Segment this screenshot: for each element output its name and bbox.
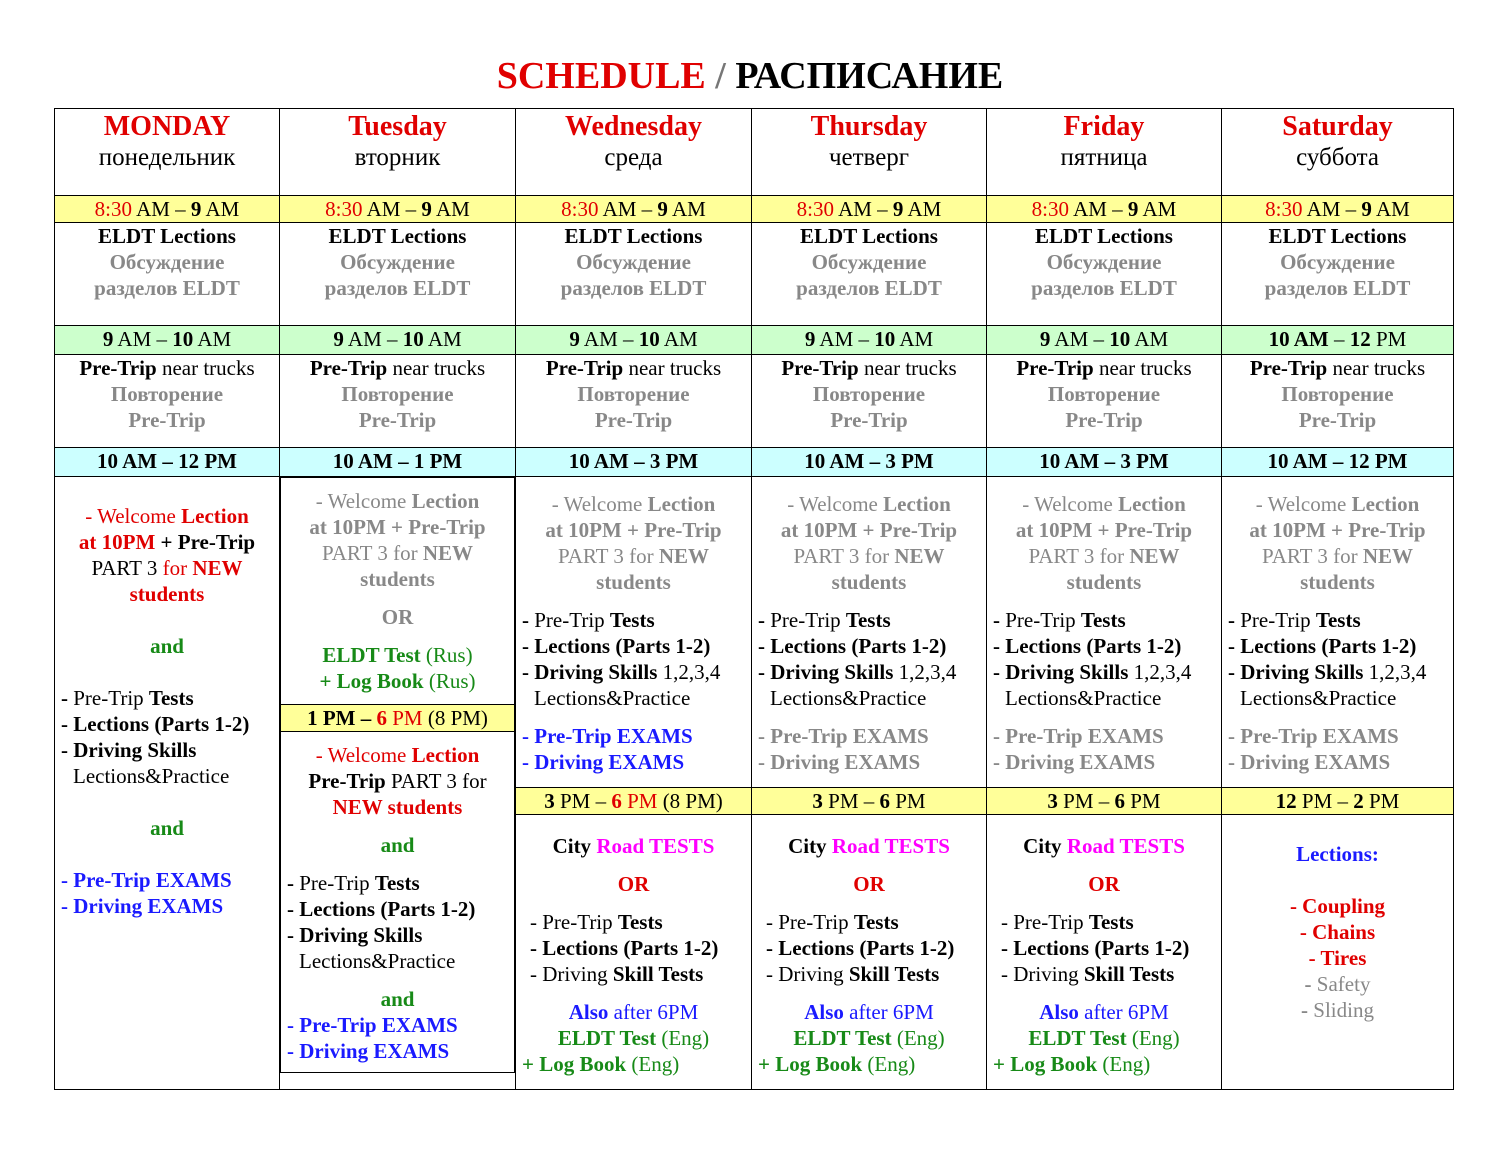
title-en: SCHEDULE bbox=[496, 55, 706, 97]
time-slot: 9 AM – 10 AM bbox=[752, 326, 987, 355]
time-slot: 8:30 AM – 9 AM bbox=[987, 196, 1222, 223]
pretrip-cell: Pre-Trip near trucks Повторение Pre-Trip bbox=[987, 355, 1222, 448]
monday-main-cell: - Welcome Lection at 10PM + Pre-Trip PART 3 for NEW students and - Pre-Trip Tests - Lections (Parts 1-2) - Driving Skills Lections&Practice and - Pre-Trip EXAMS - Driving EXAMS bbox=[55, 477, 280, 1090]
tuesday-main-cell bbox=[280, 477, 516, 1090]
day-header-tuesday: Tuesday вторник bbox=[280, 109, 516, 196]
friday-main-cell: - Welcome Lection at 10PM + Pre-Trip PART 3 for NEW students - Pre-Trip Tests - Lections (Parts 1-2) - Driving Skills 1,2,3,4 Lections&Practice - Pre-Trip EXAMS - Driving EXAMS bbox=[987, 477, 1222, 788]
day-header-monday: MONDAY понедельник bbox=[55, 109, 280, 196]
thursday-afternoon-cell: City Road TESTS OR - Pre-Trip Tests - Lections (Parts 1-2) - Driving Skill Tests Also after 6PM ELDT Test (Eng) + Log Book (Eng) bbox=[752, 815, 987, 1090]
friday-afternoon-cell: City Road TESTS OR - Pre-Trip Tests - Lections (Parts 1-2) - Driving Skill Tests Also after 6PM ELDT Test (Eng) + Log Book (Eng) bbox=[987, 815, 1222, 1090]
time-slot: 8:30 AM – 9 AM bbox=[55, 196, 280, 223]
time-slot: 9 AM – 10 AM bbox=[516, 326, 752, 355]
main-block-row bbox=[55, 477, 1454, 788]
time-slot: 9 AM – 10 AM bbox=[55, 326, 280, 355]
title-separator: / bbox=[705, 55, 736, 97]
time-slot: 10 AM – 12 PM bbox=[1222, 448, 1454, 477]
tuesday-split-time: 1 PM – 6 PM (8 PM) bbox=[281, 705, 515, 732]
time-slot: 3 PM – 6 PM bbox=[987, 788, 1222, 815]
time-slot: 10 AM – 12 PM bbox=[1222, 326, 1454, 355]
time-slot: 10 AM – 3 PM bbox=[516, 448, 752, 477]
time-slot: 12 PM – 2 PM bbox=[1222, 788, 1454, 815]
time-slot: 8:30 AM – 9 AM bbox=[1222, 196, 1454, 223]
time-slot: 8:30 AM – 9 AM bbox=[280, 196, 516, 223]
tuesday-inner: - Welcome Lection at 10PM + Pre-Trip PART 3 for NEW students OR ELDT Test (Rus) + Log Book (Rus) 1 PM – 6 PM (8 PM) - Welcome Lection Pre-Trip PART 3 for NEW students and - Pre-Trip Tests - Lections (Parts 1-2) - Driving Skills Lections&Practice and - Pre-Trip EXAMS - Driving EXAMS bbox=[280, 477, 515, 1073]
day-header-thursday: Thursday четверг bbox=[752, 109, 987, 196]
wednesday-afternoon-cell: City Road TESTS OR - Pre-Trip Tests - Lections (Parts 1-2) - Driving Skill Tests Also after 6PM ELDT Test (Eng) + Log Book (Eng) bbox=[516, 815, 752, 1090]
pretrip-cell: Pre-Trip near trucks Повторение Pre-Trip bbox=[1222, 355, 1454, 448]
eldt-cell: ELDT Lections Обсуждение разделов ELDT bbox=[1222, 223, 1454, 326]
eldt-lections-row bbox=[55, 223, 1454, 326]
day-header-wednesday: Wednesday среда bbox=[516, 109, 752, 196]
eldt-cell: ELDT Lections Обсуждение разделов ELDT bbox=[516, 223, 752, 326]
saturday-main-cell: - Welcome Lection at 10PM + Pre-Trip PART 3 for NEW students - Pre-Trip Tests - Lections (Parts 1-2) - Driving Skills 1,2,3,4 Lections&Practice - Pre-Trip EXAMS - Driving EXAMS bbox=[1222, 477, 1454, 788]
time-slot: 10 AM – 1 PM bbox=[280, 448, 516, 477]
eldt-cell: ELDT Lections Обсуждение разделов ELDT bbox=[987, 223, 1222, 326]
time-slot: 9 AM – 10 AM bbox=[987, 326, 1222, 355]
day-header-friday: Friday пятница bbox=[987, 109, 1222, 196]
day-header-saturday: Saturday суббота bbox=[1222, 109, 1454, 196]
eldt-cell: ELDT Lections Обсуждение разделов ELDT bbox=[280, 223, 516, 326]
day-header-row bbox=[55, 109, 1454, 196]
time-slot: 8:30 AM – 9 AM bbox=[516, 196, 752, 223]
time-slot: 3 PM – 6 PM bbox=[752, 788, 987, 815]
wednesday-main-cell: - Welcome Lection at 10PM + Pre-Trip PART 3 for NEW students - Pre-Trip Tests - Lections (Parts 1-2) - Driving Skills 1,2,3,4 Lections&Practice - Pre-Trip EXAMS - Driving EXAMS bbox=[516, 477, 752, 788]
pretrip-row bbox=[55, 355, 1454, 448]
pretrip-cell: Pre-Trip near trucks Повторение Pre-Trip bbox=[516, 355, 752, 448]
pretrip-cell: Pre-Trip near trucks Повторение Pre-Trip bbox=[55, 355, 280, 448]
time-slot: 10 AM – 3 PM bbox=[752, 448, 987, 477]
time-slot: 3 PM – 6 PM (8 PM) bbox=[516, 788, 752, 815]
time-slot: 10 AM – 3 PM bbox=[987, 448, 1222, 477]
title-ru: РАСПИСАНИЕ bbox=[735, 55, 1004, 97]
pretrip-cell: Pre-Trip near trucks Повторение Pre-Trip bbox=[280, 355, 516, 448]
schedule-table bbox=[54, 108, 1454, 1090]
eldt-cell: ELDT Lections Обсуждение разделов ELDT bbox=[55, 223, 280, 326]
eldt-cell: ELDT Lections Обсуждение разделов ELDT bbox=[752, 223, 987, 326]
saturday-afternoon-cell: Lections: - Coupling - Chains - Tires - Safety - Sliding bbox=[1222, 815, 1454, 1090]
time-row-1 bbox=[55, 196, 1454, 223]
time-slot: 10 AM – 12 PM bbox=[55, 448, 280, 477]
time-row-3 bbox=[55, 448, 1454, 477]
time-slot: 9 AM – 10 AM bbox=[280, 326, 516, 355]
page-title bbox=[0, 52, 1500, 100]
thursday-main-cell: - Welcome Lection at 10PM + Pre-Trip PART 3 for NEW students - Pre-Trip Tests - Lections (Parts 1-2) - Driving Skills 1,2,3,4 Lections&Practice - Pre-Trip EXAMS - Driving EXAMS bbox=[752, 477, 987, 788]
time-slot: 8:30 AM – 9 AM bbox=[752, 196, 987, 223]
time-row-2 bbox=[55, 326, 1454, 355]
pretrip-cell: Pre-Trip near trucks Повторение Pre-Trip bbox=[752, 355, 987, 448]
